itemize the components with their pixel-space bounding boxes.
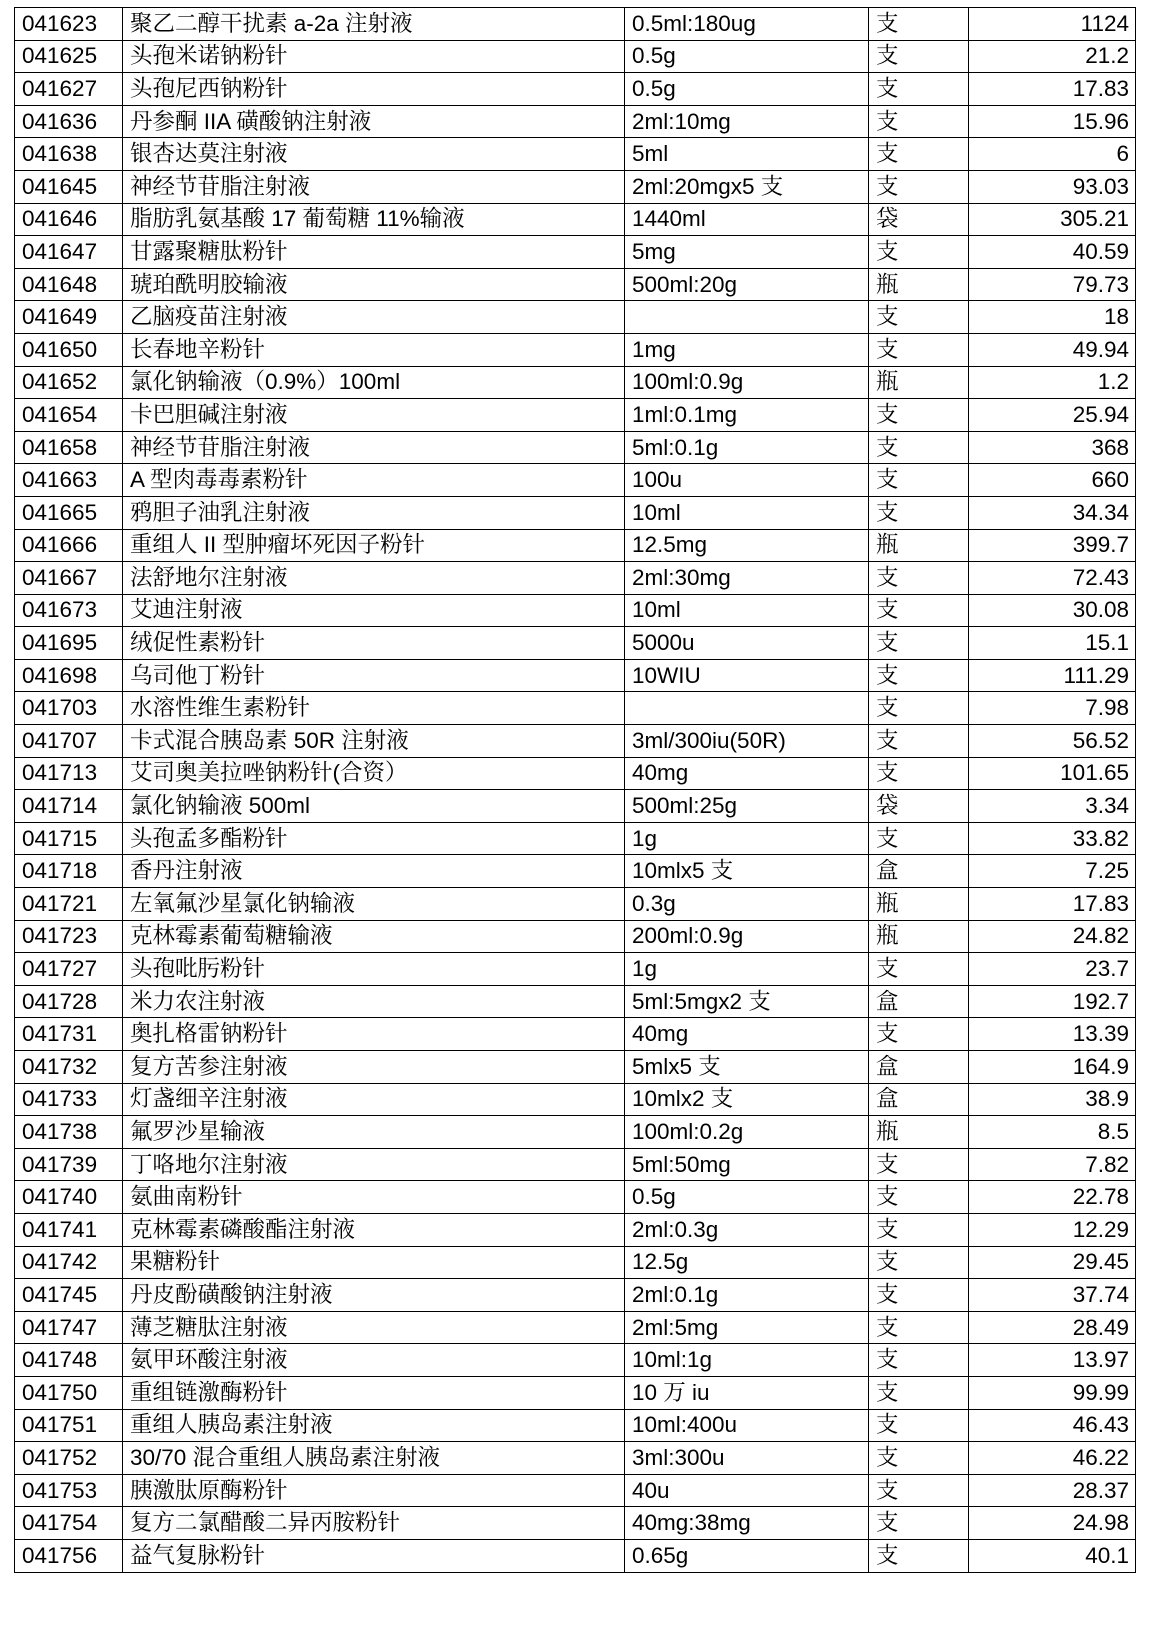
drug-unit-cell: 支 <box>869 1018 969 1051</box>
drug-spec-cell: 10ml <box>625 496 869 529</box>
drug-spec-cell: 5ml:0.1g <box>625 431 869 464</box>
drug-code-cell: 041663 <box>15 464 123 497</box>
table-row <box>15 1148 1136 1181</box>
drug-unit-cell: 支 <box>869 1539 969 1572</box>
drug-name-cell: A 型肉毒毒素粉针 <box>123 464 625 497</box>
drug-code-cell: 041667 <box>15 562 123 595</box>
drug-unit-cell: 盒 <box>869 1051 969 1084</box>
drug-price-cell: 24.82 <box>969 920 1136 953</box>
drug-unit-cell: 瓶 <box>869 529 969 562</box>
drug-code-cell: 041754 <box>15 1507 123 1540</box>
drug-spec-cell: 5ml:5mgx2 支 <box>625 985 869 1018</box>
drug-spec-cell: 3ml/300iu(50R) <box>625 725 869 758</box>
drug-code-cell: 041750 <box>15 1376 123 1409</box>
drug-spec-cell: 10WIU <box>625 659 869 692</box>
drug-code-cell: 041625 <box>15 40 123 73</box>
drug-spec-cell: 0.65g <box>625 1539 869 1572</box>
drug-unit-cell: 袋 <box>869 790 969 823</box>
drug-spec-cell: 10mlx2 支 <box>625 1083 869 1116</box>
drug-unit-cell: 支 <box>869 627 969 660</box>
drug-name-cell: 氯化钠输液 500ml <box>123 790 625 823</box>
drug-price-cell: 8.5 <box>969 1116 1136 1149</box>
drug-code-cell: 041650 <box>15 333 123 366</box>
drug-spec-cell: 100ml:0.2g <box>625 1116 869 1149</box>
table-body <box>15 8 1136 1573</box>
drug-unit-cell: 支 <box>869 1148 969 1181</box>
drug-price-cell: 6 <box>969 138 1136 171</box>
drug-price-cell: 30.08 <box>969 594 1136 627</box>
drug-code-cell: 041751 <box>15 1409 123 1442</box>
drug-unit-cell: 支 <box>869 301 969 334</box>
drug-name-cell: 重组人 II 型肿瘤坏死因子粉针 <box>123 529 625 562</box>
table-row <box>15 529 1136 562</box>
drug-unit-cell: 支 <box>869 1279 969 1312</box>
drug-price-cell: 72.43 <box>969 562 1136 595</box>
drug-spec-cell: 100ml:0.9g <box>625 366 869 399</box>
drug-unit-cell: 支 <box>869 1507 969 1540</box>
drug-code-cell: 041745 <box>15 1279 123 1312</box>
table-row <box>15 236 1136 269</box>
drug-price-cell: 99.99 <box>969 1376 1136 1409</box>
drug-unit-cell: 支 <box>869 105 969 138</box>
drug-code-cell: 041747 <box>15 1311 123 1344</box>
drug-price-cell: 17.83 <box>969 888 1136 921</box>
drug-price-cell: 33.82 <box>969 822 1136 855</box>
drug-code-cell: 041728 <box>15 985 123 1018</box>
drug-code-cell: 041649 <box>15 301 123 334</box>
drug-price-cell: 660 <box>969 464 1136 497</box>
table-row <box>15 464 1136 497</box>
drug-spec-cell: 40mg:38mg <box>625 1507 869 1540</box>
drug-price-cell: 40.59 <box>969 236 1136 269</box>
drug-name-cell: 头孢孟多酯粉针 <box>123 822 625 855</box>
table-row <box>15 659 1136 692</box>
drug-unit-cell: 支 <box>869 138 969 171</box>
table-row <box>15 1083 1136 1116</box>
drug-price-cell: 23.7 <box>969 953 1136 986</box>
drug-spec-cell <box>625 301 869 334</box>
drug-price-cell: 368 <box>969 431 1136 464</box>
drug-unit-cell: 盒 <box>869 855 969 888</box>
drug-spec-cell: 12.5mg <box>625 529 869 562</box>
table-row <box>15 888 1136 921</box>
drug-price-cell: 101.65 <box>969 757 1136 790</box>
drug-price-cell: 46.22 <box>969 1442 1136 1475</box>
drug-price-cell: 399.7 <box>969 529 1136 562</box>
table-row <box>15 1116 1136 1149</box>
drug-spec-cell: 1mg <box>625 333 869 366</box>
drug-unit-cell: 瓶 <box>869 366 969 399</box>
drug-unit-cell: 盒 <box>869 1083 969 1116</box>
drug-code-cell: 041648 <box>15 268 123 301</box>
drug-name-cell: 甘露聚糖肽粉针 <box>123 236 625 269</box>
drug-price-cell: 13.39 <box>969 1018 1136 1051</box>
drug-spec-cell: 2ml:0.1g <box>625 1279 869 1312</box>
drug-unit-cell: 支 <box>869 1246 969 1279</box>
table-row <box>15 1213 1136 1246</box>
drug-code-cell: 041713 <box>15 757 123 790</box>
drug-price-cell: 7.98 <box>969 692 1136 725</box>
drug-price-cell: 13.97 <box>969 1344 1136 1377</box>
drug-unit-cell: 瓶 <box>869 888 969 921</box>
drug-spec-cell: 0.5g <box>625 73 869 106</box>
drug-unit-cell: 瓶 <box>869 1116 969 1149</box>
drug-name-cell: 法舒地尔注射液 <box>123 562 625 595</box>
drug-unit-cell: 支 <box>869 1213 969 1246</box>
drug-code-cell: 041658 <box>15 431 123 464</box>
drug-code-cell: 041748 <box>15 1344 123 1377</box>
drug-name-cell: 艾迪注射液 <box>123 594 625 627</box>
drug-code-cell: 041654 <box>15 399 123 432</box>
drug-price-cell: 111.29 <box>969 659 1136 692</box>
drug-name-cell: 薄芝糖肽注射液 <box>123 1311 625 1344</box>
drug-price-cell: 1124 <box>969 8 1136 41</box>
drug-code-cell: 041718 <box>15 855 123 888</box>
drug-name-cell: 香丹注射液 <box>123 855 625 888</box>
table-row <box>15 105 1136 138</box>
drug-price-cell: 1.2 <box>969 366 1136 399</box>
drug-spec-cell: 1ml:0.1mg <box>625 399 869 432</box>
drug-name-cell: 艾司奥美拉唑钠粉针(合资） <box>123 757 625 790</box>
drug-name-cell: 氯化钠输液（0.9%）100ml <box>123 366 625 399</box>
drug-price-cell: 21.2 <box>969 40 1136 73</box>
drug-name-cell: 聚乙二醇干扰素 a-2a 注射液 <box>123 8 625 41</box>
drug-unit-cell: 支 <box>869 1442 969 1475</box>
drug-name-cell: 头孢吡肟粉针 <box>123 953 625 986</box>
drug-name-cell: 脂肪乳氨基酸 17 葡萄糖 11%输液 <box>123 203 625 236</box>
drug-name-cell: 琥珀酰明胶输液 <box>123 268 625 301</box>
drug-spec-cell: 2ml:0.3g <box>625 1213 869 1246</box>
drug-spec-cell: 10ml:1g <box>625 1344 869 1377</box>
drug-spec-cell: 0.5g <box>625 40 869 73</box>
table-row <box>15 692 1136 725</box>
drug-name-cell: 乙脑疫苗注射液 <box>123 301 625 334</box>
drug-code-cell: 041732 <box>15 1051 123 1084</box>
drug-name-cell: 头孢米诺钠粉针 <box>123 40 625 73</box>
drug-code-cell: 041673 <box>15 594 123 627</box>
drug-price-cell: 29.45 <box>969 1246 1136 1279</box>
drug-spec-cell: 0.3g <box>625 888 869 921</box>
drug-code-cell: 041742 <box>15 1246 123 1279</box>
drug-name-cell: 氨甲环酸注射液 <box>123 1344 625 1377</box>
drug-unit-cell: 支 <box>869 431 969 464</box>
drug-name-cell: 银杏达莫注射液 <box>123 138 625 171</box>
table-row <box>15 8 1136 41</box>
drug-name-cell: 奥扎格雷钠粉针 <box>123 1018 625 1051</box>
table-row <box>15 920 1136 953</box>
drug-name-cell: 卡巴胆碱注射液 <box>123 399 625 432</box>
table-row <box>15 562 1136 595</box>
table-row <box>15 366 1136 399</box>
drug-price-cell: 3.34 <box>969 790 1136 823</box>
drug-unit-cell: 支 <box>869 170 969 203</box>
drug-name-cell: 卡式混合胰岛素 50R 注射液 <box>123 725 625 758</box>
table-row <box>15 1279 1136 1312</box>
drug-code-cell: 041740 <box>15 1181 123 1214</box>
table-row <box>15 170 1136 203</box>
drug-price-cell: 38.9 <box>969 1083 1136 1116</box>
drug-code-cell: 041721 <box>15 888 123 921</box>
table-row <box>15 822 1136 855</box>
table-row <box>15 138 1136 171</box>
drug-price-cell: 28.37 <box>969 1474 1136 1507</box>
drug-name-cell: 水溶性维生素粉针 <box>123 692 625 725</box>
drug-name-cell: 米力农注射液 <box>123 985 625 1018</box>
table-row <box>15 73 1136 106</box>
drug-spec-cell: 5mlx5 支 <box>625 1051 869 1084</box>
drug-spec-cell: 2ml:5mg <box>625 1311 869 1344</box>
table-row <box>15 333 1136 366</box>
drug-code-cell: 041752 <box>15 1442 123 1475</box>
drug-price-cell: 164.9 <box>969 1051 1136 1084</box>
table-row <box>15 1409 1136 1442</box>
drug-name-cell: 头孢尼西钠粉针 <box>123 73 625 106</box>
table-row <box>15 1181 1136 1214</box>
drug-price-cell: 49.94 <box>969 333 1136 366</box>
drug-name-cell: 绒促性素粉针 <box>123 627 625 660</box>
drug-code-cell: 041714 <box>15 790 123 823</box>
drug-spec-cell: 10ml:400u <box>625 1409 869 1442</box>
drug-price-cell: 7.25 <box>969 855 1136 888</box>
table-row <box>15 203 1136 236</box>
drug-code-cell: 041646 <box>15 203 123 236</box>
drug-price-cell: 40.1 <box>969 1539 1136 1572</box>
drug-price-cell: 37.74 <box>969 1279 1136 1312</box>
drug-name-cell: 左氧氟沙星氯化钠输液 <box>123 888 625 921</box>
drug-name-cell: 丁咯地尔注射液 <box>123 1148 625 1181</box>
table-row <box>15 725 1136 758</box>
drug-spec-cell: 5mg <box>625 236 869 269</box>
drug-name-cell: 克林霉素磷酸酯注射液 <box>123 1213 625 1246</box>
drug-name-cell: 长春地辛粉针 <box>123 333 625 366</box>
drug-price-cell: 24.98 <box>969 1507 1136 1540</box>
drug-spec-cell: 200ml:0.9g <box>625 920 869 953</box>
drug-price-cell: 22.78 <box>969 1181 1136 1214</box>
drug-unit-cell: 支 <box>869 822 969 855</box>
drug-unit-cell: 支 <box>869 562 969 595</box>
table-row <box>15 790 1136 823</box>
drug-code-cell: 041703 <box>15 692 123 725</box>
drug-spec-cell: 100u <box>625 464 869 497</box>
drug-code-cell: 041731 <box>15 1018 123 1051</box>
drug-unit-cell: 支 <box>869 1181 969 1214</box>
drug-spec-cell: 10mlx5 支 <box>625 855 869 888</box>
table-row <box>15 1539 1136 1572</box>
drug-name-cell: 益气复脉粉针 <box>123 1539 625 1572</box>
drug-code-cell: 041733 <box>15 1083 123 1116</box>
drug-code-cell: 041695 <box>15 627 123 660</box>
drug-name-cell: 重组人胰岛素注射液 <box>123 1409 625 1442</box>
table-row <box>15 399 1136 432</box>
drug-unit-cell: 支 <box>869 594 969 627</box>
drug-code-cell: 041753 <box>15 1474 123 1507</box>
drug-price-cell: 28.49 <box>969 1311 1136 1344</box>
drug-code-cell: 041647 <box>15 236 123 269</box>
table-row <box>15 431 1136 464</box>
drug-unit-cell: 支 <box>869 73 969 106</box>
drug-unit-cell: 支 <box>869 464 969 497</box>
drug-unit-cell: 支 <box>869 1344 969 1377</box>
drug-spec-cell: 2ml:20mgx5 支 <box>625 170 869 203</box>
table-row <box>15 1507 1136 1540</box>
drug-spec-cell: 0.5ml:180ug <box>625 8 869 41</box>
drug-code-cell: 041627 <box>15 73 123 106</box>
drug-unit-cell: 支 <box>869 1409 969 1442</box>
drug-name-cell: 克林霉素葡萄糖输液 <box>123 920 625 953</box>
drug-unit-cell: 支 <box>869 692 969 725</box>
drug-code-cell: 041756 <box>15 1539 123 1572</box>
table-row <box>15 1051 1136 1084</box>
drug-name-cell: 复方苦参注射液 <box>123 1051 625 1084</box>
drug-unit-cell: 袋 <box>869 203 969 236</box>
drug-name-cell: 复方二氯醋酸二异丙胺粉针 <box>123 1507 625 1540</box>
table-row <box>15 40 1136 73</box>
table-row <box>15 1311 1136 1344</box>
drug-spec-cell: 5000u <box>625 627 869 660</box>
drug-spec-cell: 500ml:20g <box>625 268 869 301</box>
drug-price-cell: 25.94 <box>969 399 1136 432</box>
drug-spec-cell: 1g <box>625 953 869 986</box>
drug-name-cell: 丹皮酚磺酸钠注射液 <box>123 1279 625 1312</box>
drug-name-cell: 氟罗沙星输液 <box>123 1116 625 1149</box>
drug-price-table <box>14 7 1136 1573</box>
drug-unit-cell: 瓶 <box>869 920 969 953</box>
table-row <box>15 1246 1136 1279</box>
drug-name-cell: 神经节苷脂注射液 <box>123 170 625 203</box>
drug-price-cell: 46.43 <box>969 1409 1136 1442</box>
drug-spec-cell: 500ml:25g <box>625 790 869 823</box>
drug-name-cell: 神经节苷脂注射液 <box>123 431 625 464</box>
drug-spec-cell: 12.5g <box>625 1246 869 1279</box>
table-row <box>15 1018 1136 1051</box>
table-row <box>15 1376 1136 1409</box>
drug-price-cell: 17.83 <box>969 73 1136 106</box>
drug-unit-cell: 支 <box>869 953 969 986</box>
drug-unit-cell: 支 <box>869 8 969 41</box>
drug-spec-cell: 10 万 iu <box>625 1376 869 1409</box>
drug-code-cell: 041741 <box>15 1213 123 1246</box>
drug-price-cell: 79.73 <box>969 268 1136 301</box>
drug-spec-cell: 3ml:300u <box>625 1442 869 1475</box>
drug-code-cell: 041738 <box>15 1116 123 1149</box>
drug-price-cell: 192.7 <box>969 985 1136 1018</box>
drug-unit-cell: 支 <box>869 333 969 366</box>
drug-price-cell: 7.82 <box>969 1148 1136 1181</box>
drug-code-cell: 041707 <box>15 725 123 758</box>
table-row <box>15 594 1136 627</box>
drug-code-cell: 041652 <box>15 366 123 399</box>
drug-unit-cell: 盒 <box>869 985 969 1018</box>
drug-spec-cell: 40u <box>625 1474 869 1507</box>
drug-code-cell: 041665 <box>15 496 123 529</box>
drug-code-cell: 041698 <box>15 659 123 692</box>
table-row <box>15 627 1136 660</box>
drug-code-cell: 041623 <box>15 8 123 41</box>
drug-unit-cell: 支 <box>869 40 969 73</box>
drug-unit-cell: 支 <box>869 757 969 790</box>
drug-price-cell: 56.52 <box>969 725 1136 758</box>
drug-code-cell: 041638 <box>15 138 123 171</box>
drug-code-cell: 041666 <box>15 529 123 562</box>
drug-unit-cell: 支 <box>869 236 969 269</box>
table-row <box>15 953 1136 986</box>
drug-price-cell: 93.03 <box>969 170 1136 203</box>
drug-name-cell: 鸦胆子油乳注射液 <box>123 496 625 529</box>
drug-unit-cell: 支 <box>869 496 969 529</box>
table-row <box>15 855 1136 888</box>
drug-name-cell: 灯盏细辛注射液 <box>123 1083 625 1116</box>
drug-spec-cell: 2ml:30mg <box>625 562 869 595</box>
drug-price-cell: 18 <box>969 301 1136 334</box>
drug-spec-cell: 5ml <box>625 138 869 171</box>
drug-spec-cell: 40mg <box>625 1018 869 1051</box>
drug-code-cell: 041739 <box>15 1148 123 1181</box>
drug-spec-cell: 0.5g <box>625 1181 869 1214</box>
drug-unit-cell: 支 <box>869 1376 969 1409</box>
drug-name-cell: 胰激肽原酶粉针 <box>123 1474 625 1507</box>
drug-name-cell: 乌司他丁粉针 <box>123 659 625 692</box>
drug-unit-cell: 支 <box>869 725 969 758</box>
table-row <box>15 301 1136 334</box>
drug-unit-cell: 支 <box>869 1474 969 1507</box>
drug-spec-cell: 2ml:10mg <box>625 105 869 138</box>
drug-price-cell: 15.1 <box>969 627 1136 660</box>
drug-price-cell: 15.96 <box>969 105 1136 138</box>
drug-code-cell: 041727 <box>15 953 123 986</box>
drug-code-cell: 041636 <box>15 105 123 138</box>
drug-unit-cell: 瓶 <box>869 268 969 301</box>
drug-unit-cell: 支 <box>869 1311 969 1344</box>
drug-spec-cell: 1440ml <box>625 203 869 236</box>
drug-unit-cell: 支 <box>869 399 969 432</box>
table-row <box>15 496 1136 529</box>
drug-spec-cell: 40mg <box>625 757 869 790</box>
drug-name-cell: 重组链激酶粉针 <box>123 1376 625 1409</box>
drug-code-cell: 041715 <box>15 822 123 855</box>
table-row <box>15 1474 1136 1507</box>
drug-spec-cell: 1g <box>625 822 869 855</box>
drug-spec-cell <box>625 692 869 725</box>
table-row <box>15 268 1136 301</box>
drug-unit-cell: 支 <box>869 659 969 692</box>
table-row <box>15 1344 1136 1377</box>
table-row <box>15 757 1136 790</box>
table-row <box>15 1442 1136 1475</box>
drug-name-cell: 30/70 混合重组人胰岛素注射液 <box>123 1442 625 1475</box>
drug-price-cell: 305.21 <box>969 203 1136 236</box>
drug-spec-cell: 5ml:50mg <box>625 1148 869 1181</box>
table-row <box>15 985 1136 1018</box>
drug-name-cell: 丹参酮 IIA 磺酸钠注射液 <box>123 105 625 138</box>
drug-price-cell: 12.29 <box>969 1213 1136 1246</box>
drug-name-cell: 氨曲南粉针 <box>123 1181 625 1214</box>
drug-price-cell: 34.34 <box>969 496 1136 529</box>
drug-code-cell: 041645 <box>15 170 123 203</box>
drug-spec-cell: 10ml <box>625 594 869 627</box>
drug-code-cell: 041723 <box>15 920 123 953</box>
drug-name-cell: 果糖粉针 <box>123 1246 625 1279</box>
